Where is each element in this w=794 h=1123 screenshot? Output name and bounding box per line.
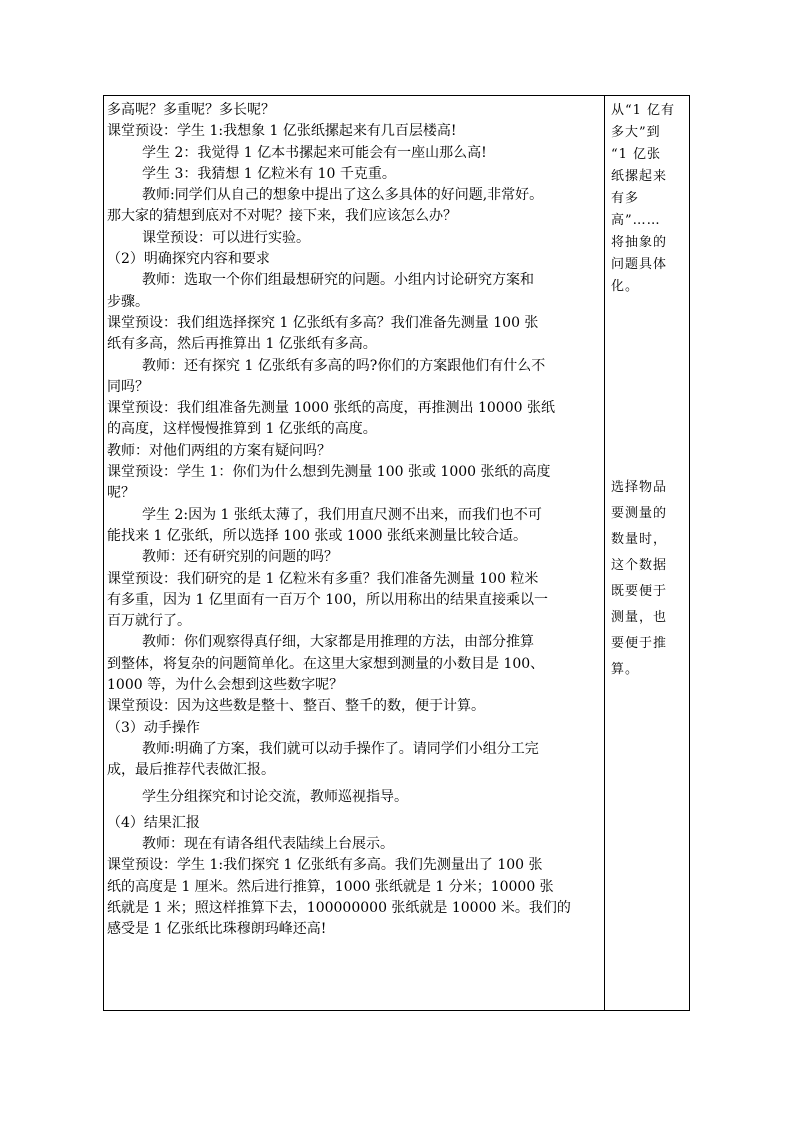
text-line: 步骤。	[107, 293, 149, 310]
text-line: 那大家的猜想到底对不对呢？接下来，我们应该怎么办？	[107, 208, 457, 225]
note-line: 高”……	[611, 213, 661, 228]
note-line: 有多	[611, 191, 640, 206]
note-line: 测量，也	[611, 610, 668, 625]
text-line: 有多重，因为 1 亿里面有一百万个 100，所以用称出的结果直接乘以一	[107, 591, 548, 608]
text-line: 能找来 1 亿张纸，所以选择 100 张或 1000 张纸来测量比较合适。	[107, 527, 527, 544]
note-line: 从“1 亿有	[611, 103, 676, 118]
text-line: 百万就行了。	[107, 613, 191, 630]
note-line: 要便于推	[611, 636, 668, 651]
note-line: 要测量的	[611, 506, 668, 521]
text-line: 教师：还有研究别的问题的吗？	[142, 549, 338, 566]
section-heading: （2）明确探究内容和要求	[107, 251, 270, 268]
column-divider	[604, 95, 605, 1011]
text-line: 课堂预设：可以进行实验。	[142, 229, 310, 246]
text-line: 课堂预设：我们研究的是 1 亿粒米有多重？我们准备先测量 100 粒米	[107, 570, 539, 587]
text-line: 学生 2:因为 1 张纸太薄了，我们用直尺测不出来，而我们也不可	[142, 506, 542, 523]
text-line: 1000 等，为什么会想到这些数字呢？	[107, 677, 344, 694]
section-heading: （3）动手操作	[107, 719, 200, 736]
note-line: 算。	[611, 662, 640, 677]
text-line: 教师：你们观察得真仔细，大家都是用推理的方法，由部分推算	[142, 634, 534, 651]
text-line: 的高度，这样慢慢推算到 1 亿张纸的高度。	[107, 421, 377, 438]
text-line: 教师：还有探究 1 亿张纸有多高的吗?你们的方案跟他们有什么不	[142, 357, 546, 374]
text-line: 纸有多高，然后再推算出 1 亿张纸有多高。	[107, 336, 377, 353]
text-line: 课堂预设：学生 1:我们探究 1 亿张纸有多高。我们先测量出了 100 张	[107, 857, 543, 874]
note-line: 多大”到	[611, 125, 661, 140]
text-line: 课堂预设：我们组准备先测量 1000 张纸的高度，再推测出 10000 张纸	[107, 400, 555, 417]
text-line: 呢？	[107, 485, 135, 502]
text-line: 教师：现在有请各组代表陆续上台展示。	[142, 836, 394, 853]
note-line: “1 亿张	[611, 147, 662, 162]
note-line: 既要便于	[611, 584, 668, 599]
note-line: 化。	[611, 279, 640, 294]
note-line: 数量时，	[611, 532, 668, 547]
text-line: 学生 2：我觉得 1 亿本书摞起来可能会有一座山那么高!	[142, 144, 487, 161]
text-line: 教师：选取一个你们组最想研究的问题。小组内讨论研究方案和	[142, 272, 534, 289]
text-line: 教师:明确了方案，我们就可以动手操作了。请同学们小组分工完	[142, 740, 539, 757]
text-line: 课堂预设：学生 1:我想象 1 亿张纸摞起来有几百层楼高!	[107, 123, 457, 140]
text-line: 纸的高度是 1 厘米。然后进行推算，1000 张纸就是 1 分米；10000 张	[107, 878, 554, 895]
note-line: 这个数据	[611, 558, 668, 573]
text-line: 到整体，将复杂的问题简单化。在这里大家想到测量的小数目是 100、	[107, 655, 545, 672]
text-line: 成，最后推荐代表做汇报。	[107, 762, 275, 779]
text-line: 课堂预设：学生 1：你们为什么想到先测量 100 张或 1000 张纸的高度	[107, 464, 551, 481]
text-line: 教师:同学们从自己的想象中提出了这么多具体的好问题,非常好。	[142, 187, 544, 204]
note-line: 问题具体	[611, 257, 668, 272]
text-line: 感受是 1 亿张纸比珠穆朗玛峰还高!	[107, 921, 327, 938]
text-line: 教师：对他们两组的方案有疑问吗？	[107, 442, 331, 459]
note-line: 将抽象的	[611, 235, 668, 250]
text-line: 课堂预设：我们组选择探究 1 亿张纸有多高？我们准备先测量 100 张	[107, 314, 539, 331]
note-choose-quantity	[611, 475, 667, 683]
note-abstract-to-concrete	[611, 100, 675, 298]
text-line: 纸就是 1 米；照这样推算下去，100000000 张纸就是 10000 米。我们的	[107, 899, 571, 916]
section-heading: （4）结果汇报	[107, 814, 200, 831]
note-line: 纸摞起来	[611, 169, 668, 184]
text-line: 学生 3：我猜想 1 亿粒米有 10 千克重。	[142, 165, 396, 182]
text-line: 课堂预设：因为这些数是整十、整百、整千的数，便于计算。	[107, 698, 485, 715]
text-line: 多高呢？多重呢？多长呢？	[107, 102, 275, 118]
text-line: 同吗？	[107, 378, 149, 395]
text-line: 学生分组探究和讨论交流，教师巡视指导。	[142, 788, 408, 805]
lesson-content	[107, 100, 601, 941]
note-line: 选择物品	[611, 480, 668, 495]
